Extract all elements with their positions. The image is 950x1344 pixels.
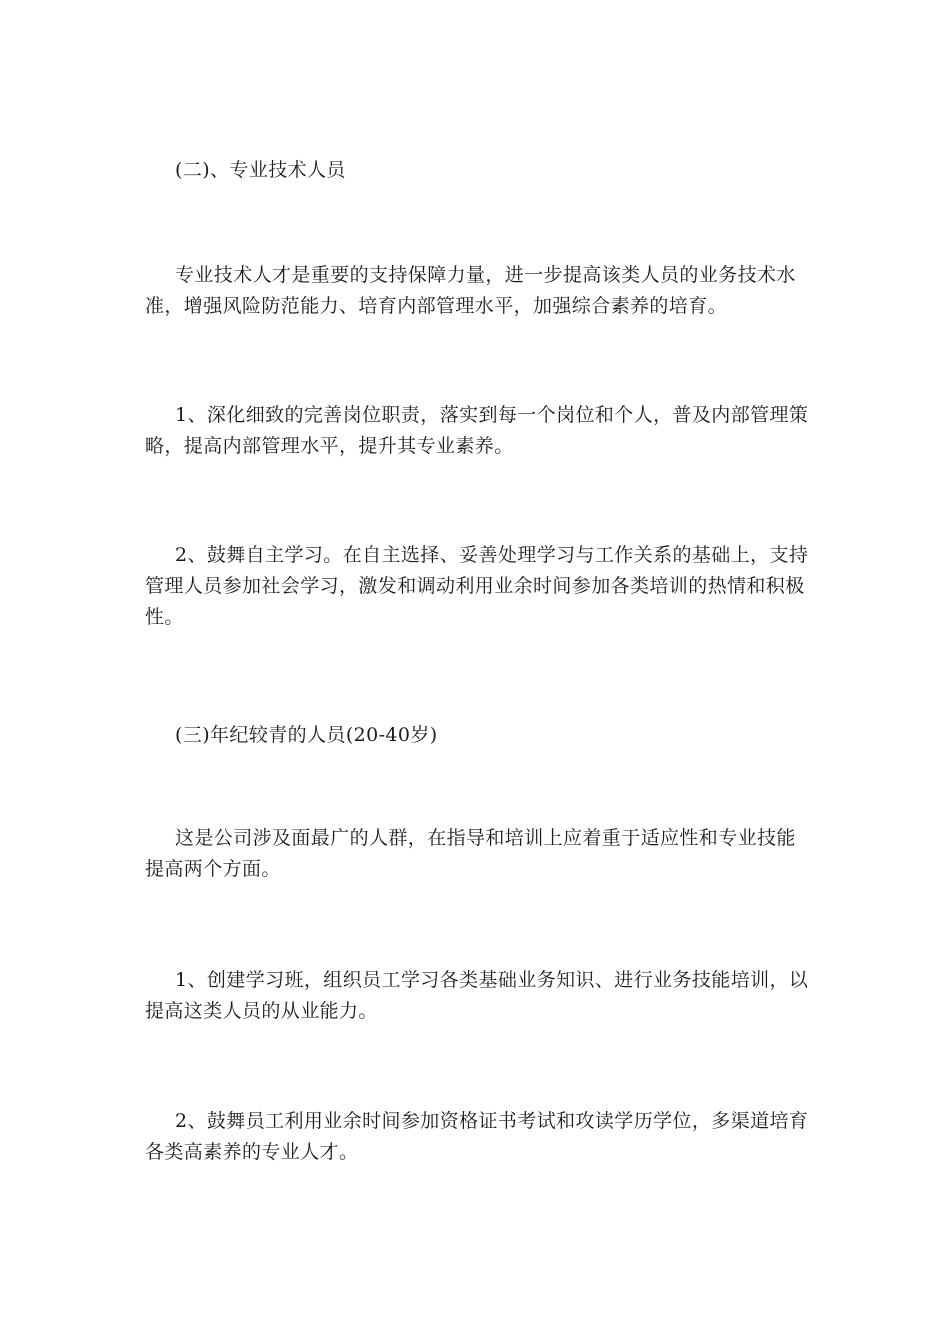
paragraph-young-intro: 这是公司涉及面最广的人群，在指导和培训上应着重于适应性和专业技能提高两个方面。 (145, 827, 796, 880)
section-heading-professional-staff: (二)、专业技术人员 (175, 159, 346, 181)
paragraph-professional-item-2: 2、鼓舞自主学习。在自主选择、妥善处理学习与工作关系的基础上，支持管理人员参加社会学习，激发和调动利用业余时间参加各类培训的热情和积极性。 (145, 544, 809, 628)
paragraph-young-item-1: 1、创建学习班，组织员工学习各类基础业务知识、进行业务技能培训，以提高这类人员的从业能力。 (145, 969, 809, 1022)
paragraph-professional-item-1: 1、深化细致的完善岗位职责，落实到每一个岗位和个人，普及内部管理策略，提高内部管理水平，提升其专业素养。 (145, 404, 809, 457)
paragraph-young-item-2: 2、鼓舞员工利用业余时间参加资格证书考试和攻读学历学位，多渠道培育各类高素养的专业人才。 (145, 1110, 809, 1163)
section-heading-young-staff: (三)年纪较青的人员(20-40岁) (175, 724, 438, 746)
paragraph-professional-intro: 专业技术人才是重要的支持保障力量，进一步提高该类人员的业务技术水准，增强风险防范能力、培育内部管理水平，加强综合素养的培育。 (145, 264, 796, 317)
